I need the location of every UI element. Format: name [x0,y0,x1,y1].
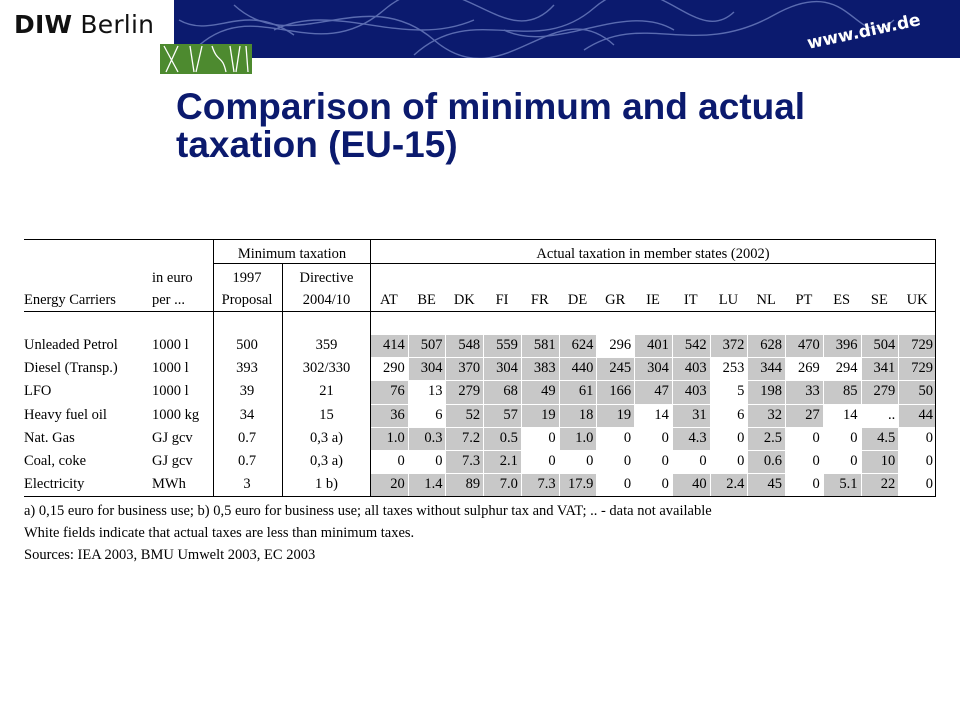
row-value: 729 [911,337,933,353]
divider-proposal [282,263,283,497]
green-accent-block [160,44,252,74]
row-proposal: 393 [236,360,258,377]
row-directive: 15 [319,406,334,423]
row-value: 401 [647,337,669,353]
row-value: 2.5 [763,429,783,446]
row-value: 0 [737,429,745,446]
row-carrier: Heavy fuel oil [24,406,107,423]
row-value: 6 [435,406,443,423]
row-value: 0 [397,453,405,469]
col-header-country: LU [718,292,739,308]
row-value: 507 [420,337,443,353]
col-header-country: FR [530,292,549,308]
row-value: 7.0 [499,476,518,493]
row-value: 68 [503,383,518,400]
row-carrier: Diesel (Transp.) [24,360,118,377]
row-directive: 1 b) [315,476,338,493]
row-value: 0 [548,429,556,446]
col-header-country: BE [417,292,436,308]
row-value: 76 [390,383,405,400]
row-carrier: Electricity [24,476,85,493]
row-value: 542 [684,337,707,353]
row-value: 370 [458,360,481,377]
table-bottom-rule [24,496,936,497]
row-proposal: 0.7 [237,429,257,446]
row-value: 0 [548,453,556,469]
col-header-directive-year: 2004/10 [302,292,351,308]
col-header-country: IE [646,292,660,308]
row-carrier: Coal, coke [24,453,87,469]
row-value: 0 [623,476,632,493]
col-header-country: FI [495,292,509,308]
table-notes [24,500,712,566]
row-value: 10 [880,453,896,469]
row-value: 36 [390,406,405,423]
row-carrier: Nat. Gas [24,429,75,446]
row-value: 0 [661,453,669,469]
row-proposal: 39 [239,383,255,400]
row-value: 7.3 [537,476,556,493]
row-value: 504 [873,337,896,353]
col-header-country: DE [567,292,588,308]
divider-unit [213,239,214,497]
row-value: 396 [835,337,858,353]
row-value: 47 [654,383,669,400]
row-value: 57 [503,406,518,423]
col-header-carrier: Energy Carriers [24,292,116,308]
row-value: 0.3 [424,429,443,446]
row-value: 4.3 [688,429,707,446]
row-value: 4.5 [877,429,896,446]
row-value: 14 [654,406,669,423]
row-value: 253 [722,360,745,377]
row-unit: 1000 l [152,383,189,400]
row-unit: 1000 kg [152,406,200,423]
row-value: 0 [850,453,858,469]
row-value: 559 [496,337,518,353]
row-directive: 21 [319,383,334,400]
row-value: 344 [760,360,783,377]
row-value: 45 [767,476,783,493]
row-value: 624 [571,337,594,353]
row-value: 548 [458,337,481,353]
row-value: 403 [684,360,707,377]
row-value: 372 [722,337,745,353]
row-value: 628 [760,337,783,353]
row-unit: GJ gcv [152,429,193,446]
row-value: 7.2 [462,429,481,446]
divider-directive [370,239,371,497]
row-value: 470 [798,337,820,353]
row-value: 166 [609,383,632,400]
row-value: 52 [465,406,481,423]
row-value: 279 [458,383,481,400]
row-value: 0 [812,453,820,469]
row-value: 304 [647,360,669,377]
row-value: 61 [578,383,594,400]
row-value: 40 [692,476,707,493]
row-value: 85 [843,383,858,400]
group-header-minimum: Minimum taxation [237,246,347,262]
row-value: 0.5 [499,429,518,446]
col-header-country: IT [683,292,698,308]
table-top-rule [24,239,936,240]
row-value: 729 [911,360,933,377]
row-value: 2.1 [499,453,518,469]
row-value: 0 [925,476,933,493]
row-value: 33 [805,383,820,400]
taxation-table [24,239,936,497]
row-proposal: 500 [236,337,258,353]
col-header-country: GR [605,292,626,308]
row-value: 341 [873,360,896,377]
row-value: 304 [496,360,518,377]
row-directive: 0,3 a) [309,429,343,446]
row-value: 44 [918,406,933,423]
row-value: 20 [390,476,405,493]
row-value: 0 [586,453,594,469]
row-value: 279 [873,383,896,400]
col-header-proposal: Proposal [221,292,273,308]
row-value: 6 [737,406,745,423]
col-header-unit-2: per ... [152,292,186,308]
row-value: 0 [925,453,933,469]
row-unit: GJ gcv [152,453,193,469]
row-value: 0 [661,429,669,446]
diw-berlin-logo: DIW Berlin [14,10,155,39]
col-header-country: PT [795,292,813,308]
row-value: 1.0 [575,429,594,446]
row-directive: 359 [315,337,338,353]
row-value: 403 [684,383,707,400]
row-value: 581 [533,337,556,353]
row-unit: 1000 l [152,337,189,353]
row-value: 290 [382,360,405,377]
row-value: 0 [812,429,820,446]
col-header-country: ES [833,292,851,308]
row-value: 0 [623,453,632,469]
row-proposal: 34 [239,406,255,423]
row-value: 440 [571,360,594,377]
row-proposal: 0.7 [237,453,257,469]
col-header-country: SE [870,292,888,308]
row-value: 49 [541,383,556,400]
row-value: 269 [798,360,820,377]
row-value: 19 [541,406,556,423]
header-rule [24,311,936,312]
table-right-rule [935,239,936,497]
row-value: 31 [692,406,707,423]
row-value: 0 [925,429,933,446]
row-value: 13 [427,383,443,400]
row-value: 0.6 [763,453,783,469]
row-value: 0 [812,476,820,493]
green-decoration [160,44,252,74]
row-value: 0 [661,476,669,493]
row-value: 27 [805,406,820,423]
slide-title: Comparison of minimum and actual taxation (EU-15) [176,86,806,165]
website-url[interactable]: www.diw.de [805,10,923,54]
row-value: 198 [760,383,783,400]
row-carrier: LFO [24,383,52,400]
row-value: 7.3 [462,453,481,469]
col-header-directive: Directive [299,270,354,286]
group-header-actual: Actual taxation in member states (2002) [536,246,770,262]
row-unit: MWh [152,476,186,493]
col-header-1997: 1997 [232,270,262,286]
row-value: 304 [420,360,443,377]
row-value: 245 [609,360,632,377]
row-value: 1.0 [386,429,405,446]
row-carrier: Unleaded Petrol [24,337,118,353]
row-value: 5.1 [839,476,858,493]
row-value: 414 [382,337,405,353]
row-value: 0 [737,453,745,469]
row-value: 5 [737,383,745,400]
row-value: 22 [880,476,896,493]
row-value: 294 [835,360,858,377]
header-banner [174,0,960,58]
group-header-rule [214,263,936,264]
row-value: 383 [533,360,556,377]
row-value: 0 [850,429,858,446]
row-proposal: 3 [243,476,251,493]
row-value: 32 [767,406,783,423]
row-value: 1.4 [424,476,443,493]
col-header-country: DK [453,292,475,308]
footnote: a) 0,15 euro for business use; b) 0,5 euro for business use; all taxes without sulphur tax and VAT; .. - data not available [24,503,712,519]
sources-note: Sources: IEA 2003, BMU Umwelt 2003, EC 2003 [24,547,316,563]
row-directive: 302/330 [302,360,351,377]
col-header-country: NL [756,292,776,308]
col-header-country: AT [379,292,398,308]
row-value: 0 [623,429,632,446]
row-value: 19 [616,406,632,423]
row-value: 2.4 [726,476,745,493]
row-value: 89 [465,476,481,493]
row-value: 0 [435,453,443,469]
row-value: 14 [843,406,858,423]
row-directive: 0,3 a) [309,453,343,469]
row-value: 18 [578,406,594,423]
row-value: 0 [699,453,707,469]
row-unit: 1000 l [152,360,189,377]
row-value: 50 [918,383,933,400]
shading-note: White fields indicate that actual taxes are less than minimum taxes. [24,525,415,541]
col-header-unit-1: in euro [152,270,193,286]
row-value: 17.9 [568,476,594,493]
col-header-country: UK [906,292,928,308]
row-value: .. [888,406,896,423]
row-value: 296 [609,337,632,353]
